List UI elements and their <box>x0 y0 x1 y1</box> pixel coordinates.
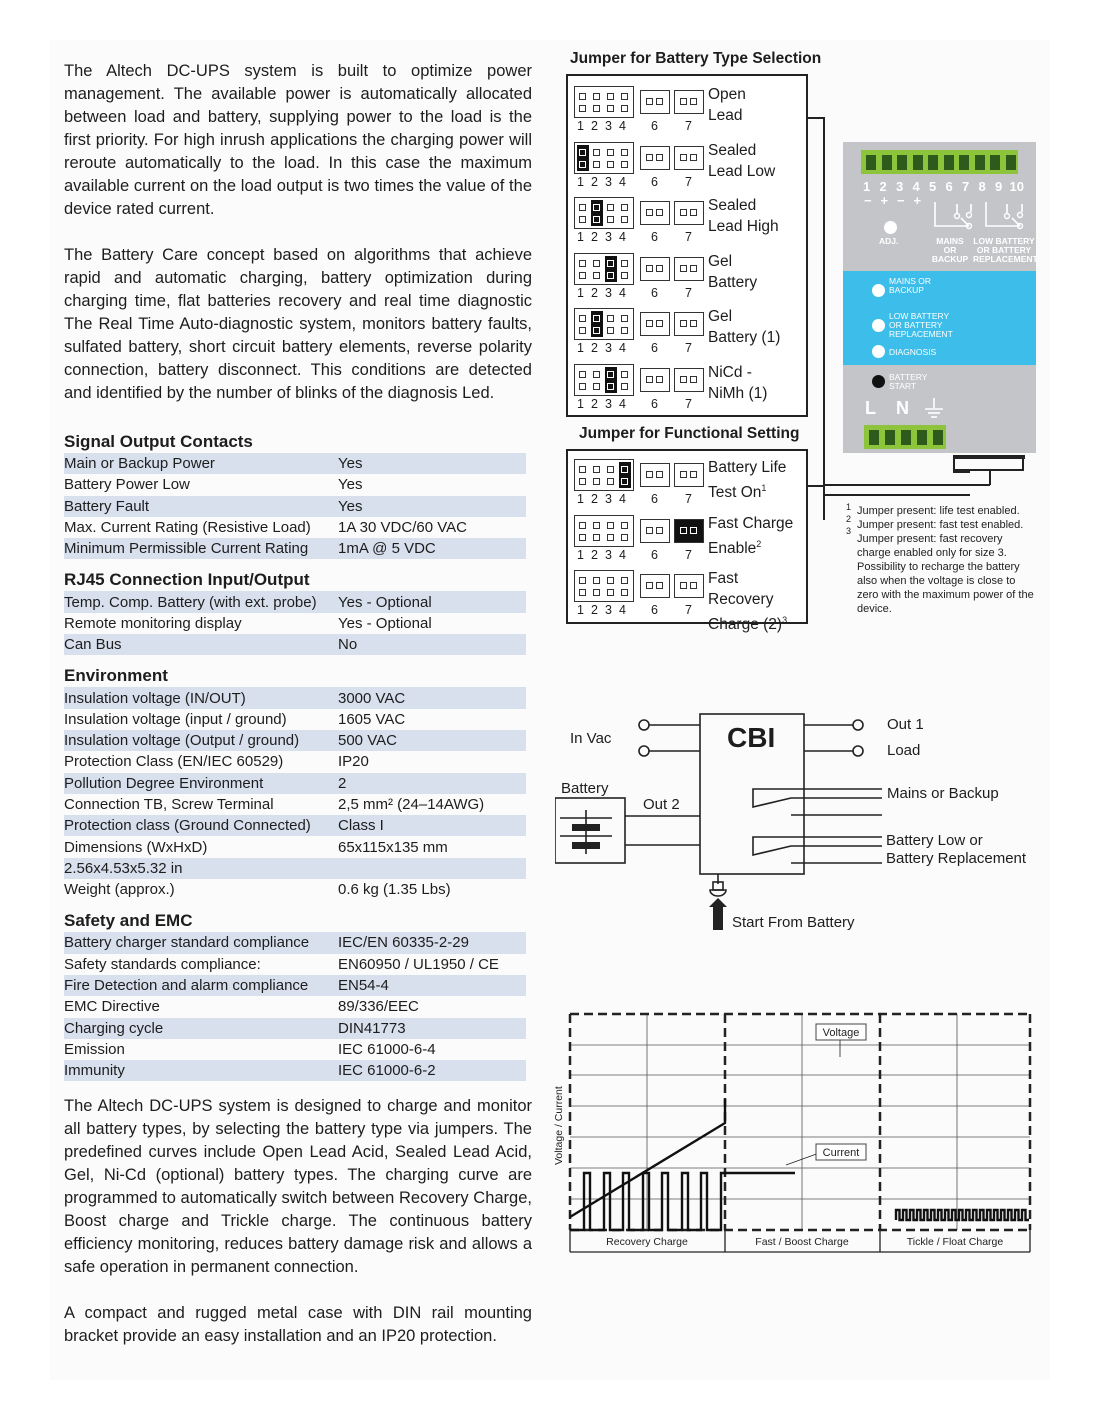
spec-value: Yes <box>338 476 363 494</box>
spec-value: No <box>338 634 526 655</box>
label-line: NiCd - <box>708 364 752 381</box>
terminal-polarity: + <box>880 193 889 208</box>
spec-value: IEC 61000-6-2 <box>338 1060 526 1081</box>
intro-paragraph-2: The Battery Care concept based on algorithms that achieve rapid and automatic charging, battery optimization during charging time, flat batteries recovery and real time diagnostic The Real Time Auto-diagnostic system, monitors battery faults, sulfated battery, short circuit battery elements, reverse polarity connection, battery disconnect. This conditions are detected and identified by the number of blinks of the diagnosis Led. <box>64 246 532 402</box>
pin-number: 7 <box>685 285 692 300</box>
pin-number: 4 <box>619 341 626 356</box>
spec-key: Fire Detection and alarm compliance <box>64 975 338 996</box>
terminal-number: 10 <box>1009 179 1024 194</box>
pin-number: 2 <box>591 341 598 356</box>
pin-number: 2 <box>591 285 598 300</box>
terminal-number: 1 <box>863 179 871 194</box>
label-line <box>708 383 767 404</box>
terminal-screw-icon <box>990 155 1000 170</box>
terminal-screw-icon <box>913 155 923 170</box>
spec-key: EMC Directive <box>64 998 160 1016</box>
pin-number: 1 <box>577 547 584 562</box>
spec-key: Battery Fault <box>64 496 338 517</box>
label-line <box>708 161 775 182</box>
label-text: Lead High <box>708 218 779 236</box>
pin-number: 4 <box>619 174 626 189</box>
jumper-pins-1-4-icon <box>574 459 634 491</box>
relay1-label: MAINS OR BACKUP <box>931 236 969 264</box>
jumper-setting-label <box>708 568 806 635</box>
pin-number: 3 <box>605 285 612 300</box>
jumper-row <box>574 459 806 511</box>
din-bracket <box>952 455 1032 495</box>
jumper-setting-label <box>708 362 767 404</box>
spec-key: Temp. Comp. Battery (with ext. probe) <box>64 591 338 612</box>
jumper-pin-7-icon <box>674 574 704 598</box>
neutral-terminal-label: N <box>896 398 909 418</box>
pin-number: 4 <box>619 230 626 245</box>
battery-label: Battery <box>561 780 609 797</box>
phase-recovery: Recovery Charge <box>606 1236 688 1248</box>
jumper-pin-7-icon <box>674 201 704 225</box>
jumper-row <box>574 515 806 567</box>
led-diagnosis-label: DIAGNOSIS <box>889 347 937 357</box>
relay-contacts-icon <box>929 200 1029 240</box>
intro-paragraph-1: The Altech DC-UPS system is built to optimize power management. The available power is automatically allocated between load and battery, supplying power to the load is the first priority. For high inrush applications the charging power will reroute automatically to the load. In this case the maximum available current on the load output is two times the value of the device rated current. <box>64 62 532 218</box>
table-row <box>64 836 526 857</box>
table-row <box>64 634 526 655</box>
dc-ups-device-illustration <box>843 142 1036 453</box>
start-from-battery-label: Start From Battery <box>732 914 855 931</box>
label-text: Battery (1) <box>708 329 781 347</box>
terminal-polarity: + <box>913 193 922 208</box>
pin-number: 6 <box>651 174 658 189</box>
spec-value: IP20 <box>338 753 369 771</box>
pin-number: 2 <box>591 397 598 411</box>
terminal-screw-icon <box>901 430 911 445</box>
pin-number: 3 <box>605 492 612 506</box>
mains-backup-relay-label: Mains or Backup <box>887 785 999 802</box>
battery-type-jumper-box <box>566 74 808 417</box>
terminal-number: 7 <box>962 179 970 194</box>
relay2-label: LOW BATTERY OR BATTERY REPLACEMENT <box>973 236 1038 264</box>
spec-key: Emission <box>64 1040 125 1058</box>
spec-value: 0.6 kg (1.35 Lbs) <box>338 881 451 899</box>
functional-jumper-title: Jumper for Functional Setting <box>579 425 800 442</box>
current-annotation: Current <box>822 1147 860 1159</box>
jumper-pin-7-icon <box>674 312 704 336</box>
label-line <box>708 610 806 635</box>
jumper-pin-6-icon <box>640 368 670 392</box>
jumper-pins-1-4-icon <box>574 515 634 547</box>
pin-number: 7 <box>685 119 692 133</box>
pin-number: 1 <box>577 492 584 506</box>
spec-key: Weight (approx.) <box>64 881 175 899</box>
footnote-ref: 3 <box>782 615 788 626</box>
cbi-block-diagram <box>555 700 1045 940</box>
jumper-setting-label <box>708 251 757 293</box>
spec-value: Yes <box>338 453 526 474</box>
jumper-setting-label <box>708 513 793 559</box>
jumper-pin-7-icon <box>674 368 704 392</box>
spec-key: Insulation voltage (IN/OUT) <box>64 687 338 708</box>
pin-number: 2 <box>591 603 598 618</box>
spec-value: Yes <box>338 496 526 517</box>
jumper-row <box>574 197 806 249</box>
spec-table <box>64 932 526 1081</box>
footnote-number: 2 <box>846 514 852 524</box>
pin-number: 6 <box>651 341 658 356</box>
jumper-pins-1-4-icon <box>574 570 634 602</box>
terminal-screw-icon <box>944 155 954 170</box>
adj-potentiometer-icon <box>884 221 897 234</box>
spec-key: Insulation voltage (input / ground) <box>64 710 287 728</box>
terminal-screw-icon <box>866 155 876 170</box>
spec-value: Yes - Optional <box>338 591 526 612</box>
spec-value: 1A 30 VDC/60 VAC <box>338 519 467 537</box>
jumper-row <box>574 86 806 138</box>
outro-paragraph-2: A compact and rugged metal case with DIN rail mounting bracket provide an easy installation and an IP20 protection. <box>64 1304 532 1346</box>
phase-boost: Fast / Boost Charge <box>755 1236 849 1248</box>
spec-key: Remote monitoring display <box>64 614 242 632</box>
table-row <box>64 538 526 559</box>
jumper-pins-1-4-icon <box>574 142 634 174</box>
label-line: Gel <box>708 308 733 326</box>
terminal-screw-icon <box>1006 155 1016 170</box>
pin-number: 1 <box>577 285 584 300</box>
pin-number: 7 <box>685 492 692 506</box>
pin-number: 1 <box>577 603 584 618</box>
spec-key: Main or Backup Power <box>64 453 338 474</box>
adj-label: ADJ. <box>879 236 899 246</box>
out1-label: Out 1 <box>887 716 924 733</box>
jumper-row <box>574 253 806 305</box>
pin-number: 4 <box>619 397 626 411</box>
spec-value: IEC 61000-6-4 <box>338 1040 436 1058</box>
jumper-pin-7-icon <box>674 519 704 543</box>
label-text: Enable <box>708 539 757 557</box>
outro-paragraph-1: The Altech DC-UPS system is designed to charge and monitor all battery types, by selecting the battery type via jumpers. The predefined curves include Open Lead Acid, Sealed Lead Acid, Gel, Ni-Cd (optional) battery types. The charging curve are programmed to automatically switch between Recovery Charge, Boost charge and Trickle charge. The continuous battery efficiency monitoring, reduces battery damage risk and allows a safe operation in permanent connection. <box>64 1097 532 1277</box>
label-line <box>708 534 793 559</box>
pin-number: 4 <box>619 603 626 618</box>
pin-number: 1 <box>577 230 584 245</box>
terminal-number: 9 <box>995 179 1003 194</box>
spec-key: Battery Power Low <box>64 476 190 494</box>
spec-value: EN54-4 <box>338 975 526 996</box>
table-row <box>64 794 526 815</box>
led-mains-label: MAINS OR BACKUP <box>889 276 932 295</box>
spec-key: Protection Class (EN/IEC 60529) <box>64 753 284 771</box>
label-line: Fast Charge <box>708 514 794 532</box>
label-text: Charge (2) <box>708 616 783 634</box>
spec-value: 1mA @ 5 VDC <box>338 538 526 559</box>
bracket-link <box>818 476 990 488</box>
pin-number: 1 <box>577 119 584 133</box>
table-row <box>64 996 526 1017</box>
battery-start-button-icon <box>872 375 885 388</box>
spec-value <box>338 858 526 879</box>
spec-key: Can Bus <box>64 634 338 655</box>
table-row <box>64 975 526 996</box>
label-line: Open <box>708 86 746 103</box>
spec-value: 500 VAC <box>338 730 526 751</box>
spec-value: 89/336/EEC <box>338 998 419 1016</box>
led-lowbattery-icon <box>872 319 885 332</box>
spec-table <box>64 591 526 655</box>
jumper-setting-label <box>708 140 775 182</box>
jumper-pin-6-icon <box>640 463 670 487</box>
table-row <box>64 517 526 538</box>
pin-number: 6 <box>651 547 658 562</box>
spec-value: 1605 VAC <box>338 710 406 728</box>
jumper-row <box>574 364 806 416</box>
spec-section-title: Safety and EMC <box>64 911 193 931</box>
cbi-label: CBI <box>727 722 776 753</box>
table-row <box>64 879 526 900</box>
footnote-text: Jumper present: life test enabled. <box>857 505 1020 517</box>
terminal-number: 6 <box>945 179 953 194</box>
pin-number: 3 <box>605 603 612 618</box>
pin-number: 3 <box>605 547 612 562</box>
table-row <box>64 474 526 495</box>
pin-number: 3 <box>605 397 612 411</box>
pin-number: 7 <box>685 397 692 411</box>
pin-number: 1 <box>577 174 584 189</box>
jumper-row <box>574 308 806 360</box>
terminal-number: 3 <box>896 179 904 194</box>
table-row <box>64 1039 526 1060</box>
table-row <box>64 858 526 879</box>
terminal-screw-icon <box>959 155 969 170</box>
jumper-pin-6-icon <box>640 574 670 598</box>
label-line: Sealed <box>708 141 757 159</box>
out2-label: Out 2 <box>643 796 680 813</box>
label-line <box>708 327 780 348</box>
charging-curve-chart <box>550 1005 1050 1265</box>
spec-value: 2 <box>338 773 526 794</box>
in-vac-label: In Vac <box>570 730 612 747</box>
table-row <box>64 453 526 474</box>
jumper-pins-1-4-icon <box>574 364 634 396</box>
spec-value: DIN41773 <box>338 1018 526 1039</box>
jumper-setting-label <box>708 195 779 237</box>
pin-number: 4 <box>619 492 626 506</box>
pin-number: 7 <box>685 603 692 618</box>
bottom-terminal-block <box>864 425 946 449</box>
terminal-polarity: − <box>864 193 872 208</box>
table-row <box>64 496 526 517</box>
spec-key: Protection class (Ground Connected) <box>64 815 338 836</box>
spec-key: Connection TB, Screw Terminal <box>64 796 274 813</box>
jumper-pin-6-icon <box>640 519 670 543</box>
table-row <box>64 954 526 975</box>
spec-key: Insulation voltage (Output / ground) <box>64 730 338 751</box>
terminal-screw-icon <box>869 430 879 445</box>
pin-number: 6 <box>651 230 658 245</box>
spec-value: Yes - Optional <box>338 614 432 632</box>
pin-number: 4 <box>619 285 626 300</box>
terminal-number: 5 <box>929 179 937 194</box>
pin-number: 6 <box>651 603 658 618</box>
spec-value: EN60950 / UL1950 / CE <box>338 955 499 973</box>
jumper-pins-1-4-icon <box>574 308 634 340</box>
footnote-number: 3 <box>846 526 852 536</box>
pin-number: 7 <box>685 341 692 356</box>
jumper-pin-6-icon <box>640 146 670 170</box>
spec-value: Class I <box>338 815 526 836</box>
spec-tables <box>64 431 532 1081</box>
table-row <box>64 730 526 751</box>
jumper-setting-label <box>708 306 780 348</box>
led-diagnosis-icon <box>872 345 885 358</box>
pin-number: 1 <box>577 341 584 356</box>
label-line: Battery Life <box>708 459 787 476</box>
jumper-pin-6-icon <box>640 201 670 225</box>
terminal-polarity: − <box>897 193 905 208</box>
label-line: Fast Recovery <box>708 570 774 609</box>
label-text: Battery <box>708 273 758 291</box>
jumper-pin-7-icon <box>674 463 704 487</box>
functional-jumper-box <box>566 449 808 634</box>
jumper-setting-label <box>708 457 786 503</box>
battery-type-jumper-title: Jumper for Battery Type Selection <box>570 50 822 67</box>
spec-key: Battery charger standard compliance <box>64 932 338 953</box>
spec-key: Minimum Permissible Current Rating <box>64 538 338 559</box>
pin-number: 2 <box>591 547 598 562</box>
pin-number: 7 <box>685 547 692 562</box>
top-terminal-block <box>861 150 1018 174</box>
table-row <box>64 687 526 708</box>
label-line <box>708 105 746 126</box>
jumper-pins-1-4-icon <box>574 86 634 118</box>
spec-key: Safety standards compliance: <box>64 955 261 973</box>
led-panel <box>843 271 1036 365</box>
footnote-ref: 1 <box>761 483 767 493</box>
pin-number: 6 <box>651 492 658 506</box>
jumper-row <box>574 570 806 634</box>
table-row <box>64 751 526 772</box>
table-row <box>64 1060 526 1081</box>
led-lowbattery-label: LOW BATTERY OR BATTERY REPLACEMENT <box>889 311 953 339</box>
ground-icon <box>923 398 945 420</box>
spec-value: 65x115x135 mm <box>338 838 448 856</box>
spec-value: 2,5 mm² (24–14AWG) <box>338 796 485 813</box>
terminal-screw-icon <box>928 155 938 170</box>
terminal-number: 2 <box>879 179 887 194</box>
pin-number: 3 <box>605 230 612 245</box>
pin-number: 6 <box>651 285 658 300</box>
table-row <box>64 709 526 730</box>
table-row <box>64 1018 526 1039</box>
spec-value: IEC/EN 60335-2-29 <box>338 932 526 953</box>
spec-key: Charging cycle <box>64 1018 338 1039</box>
phase-float: Tickle / Float Charge <box>906 1236 1004 1248</box>
spec-table <box>64 453 526 559</box>
jumper-row <box>574 142 806 194</box>
label-line <box>708 478 786 503</box>
label-line: Sealed <box>708 197 757 215</box>
spec-value: 3000 VAC <box>338 687 526 708</box>
label-text: Lead <box>708 107 743 124</box>
spec-key: 2.56x4.53x5.32 in <box>64 858 338 879</box>
jumper-pin-7-icon <box>674 257 704 281</box>
jumper-pins-1-4-icon <box>574 253 634 285</box>
terminal-screw-icon <box>885 430 895 445</box>
label-line <box>708 216 779 237</box>
pin-number: 2 <box>591 230 598 245</box>
pin-number: 2 <box>591 492 598 506</box>
footnote-ref: 2 <box>756 538 762 549</box>
footnote-text: Jumper present: fast test enabled. <box>857 519 1024 531</box>
pin-number: 4 <box>619 547 626 562</box>
spec-table <box>64 687 526 900</box>
pin-number: 7 <box>685 174 692 189</box>
pin-number: 6 <box>651 119 658 133</box>
spec-key: Immunity <box>64 1060 338 1081</box>
table-row <box>64 591 526 612</box>
spec-key: Dimensions (WxHxD) <box>64 838 208 856</box>
jumper-pin-6-icon <box>640 312 670 336</box>
table-row <box>64 773 526 794</box>
pin-number: 4 <box>619 119 626 133</box>
terminal-screw-icon <box>933 430 943 445</box>
pin-number: 6 <box>651 397 658 411</box>
table-row <box>64 815 526 836</box>
terminal-screw-icon <box>975 155 985 170</box>
spec-key: Max. Current Rating (Resistive Load) <box>64 519 311 537</box>
jumper-setting-label <box>708 84 746 126</box>
battery-low-relay-label: Battery Low or <box>886 832 983 849</box>
spec-section-title: RJ45 Connection Input/Output <box>64 570 310 590</box>
battery-start-label: BATTERY START <box>889 372 928 391</box>
spec-key: Pollution Degree Environment <box>64 773 338 794</box>
voltage-annotation: Voltage <box>822 1027 860 1039</box>
footnote-text: Jumper present: fast recovery charge enabled only for size 3. Possibility to recharge the battery also when the voltage is close to zero with the maximum power of the device. <box>857 533 1034 615</box>
label-text: Lead Low <box>708 162 776 180</box>
spec-section-title: Signal Output Contacts <box>64 432 253 451</box>
jumper-pin-6-icon <box>640 257 670 281</box>
pin-number: 1 <box>577 397 584 411</box>
terminal-number: 8 <box>978 179 986 194</box>
pin-number: 7 <box>685 230 692 245</box>
pin-number: 3 <box>605 341 612 356</box>
jumper-pin-7-icon <box>674 90 704 114</box>
battery-replacement-relay-label: Battery Replacement <box>886 850 1027 867</box>
jumper-pin-6-icon <box>640 90 670 114</box>
terminal-screw-icon <box>882 155 892 170</box>
jumper-pin-7-icon <box>674 146 704 170</box>
line-terminal-label: L <box>865 398 876 418</box>
led-mains-icon <box>872 284 885 297</box>
label-line <box>708 272 757 293</box>
pin-number: 2 <box>591 119 598 133</box>
terminal-number: 4 <box>912 179 920 194</box>
label-line: Gel <box>708 252 733 270</box>
table-row <box>64 613 526 634</box>
pin-number: 3 <box>605 119 612 133</box>
y-axis-label: Voltage / Current <box>553 1086 565 1165</box>
load-label: Load <box>887 742 921 759</box>
label-text: NiMh (1) <box>708 385 768 402</box>
label-text: Test On <box>708 484 762 502</box>
pin-number: 2 <box>591 174 598 189</box>
terminal-screw-icon <box>917 430 927 445</box>
left-column <box>64 60 532 1371</box>
terminal-screw-icon <box>897 155 907 170</box>
spec-section-title: Environment <box>64 666 168 686</box>
pin-number: 3 <box>605 174 612 189</box>
table-row <box>64 932 526 953</box>
footnote-number: 1 <box>846 502 852 512</box>
jumper-pins-1-4-icon <box>574 197 634 229</box>
